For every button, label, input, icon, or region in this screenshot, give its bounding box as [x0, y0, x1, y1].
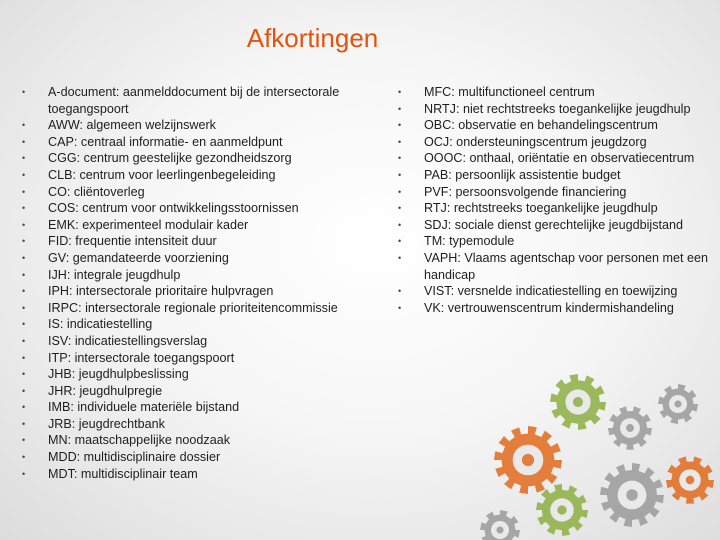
bullet-icon: • [22, 286, 26, 297]
list-item [22, 134, 367, 151]
list-item-text: ITP: intersectorale toegangspoort [48, 350, 235, 365]
gear-gray-large-icon [600, 463, 664, 527]
bullet-icon: • [22, 252, 26, 263]
bullet-icon: • [22, 203, 26, 214]
list-item [22, 283, 367, 300]
gear-green-bottom-icon [536, 484, 588, 536]
list-item-text: IJH: integrale jeugdhulp [48, 267, 181, 282]
list-item [22, 117, 367, 134]
list-item-text: A-document: aanmelddocument bij de intersectorale toegangspoort [48, 85, 340, 116]
list-item-text: VAPH: Vlaams agentschap voor personen met een handicap [424, 250, 708, 282]
bullet-icon: • [22, 120, 26, 131]
gear-gray-left-icon [480, 510, 520, 540]
bullet-icon: • [398, 286, 402, 297]
list-item-text: OOOC: onthaal, oriëntatie en observatiecentrum [424, 151, 695, 166]
list-item-text: EMK: experimenteel modulair kader [48, 217, 249, 232]
bullet-icon: • [398, 252, 402, 263]
list-item [22, 184, 367, 201]
bullet-icon: • [22, 236, 26, 247]
list-item-text: FID: frequentie intensiteit duur [48, 234, 217, 249]
list-item-text: CAP: centraal informatie- en aanmeldpunt [48, 134, 283, 149]
list-item [398, 233, 716, 250]
bullet-icon: • [398, 219, 402, 230]
list-item [22, 250, 367, 267]
bullet-icon: • [398, 103, 402, 114]
list-item [22, 217, 367, 234]
list-item [398, 167, 716, 184]
list-item [22, 350, 367, 367]
bullet-icon: • [398, 186, 402, 197]
bullet-icon: • [22, 402, 26, 413]
bullet-icon: • [398, 87, 402, 97]
list-item [398, 117, 716, 134]
list-item-text: MDD: multidisciplinaire dossier [48, 450, 221, 465]
list-item-text: PVF: persoonsvolgende financiering [424, 184, 627, 199]
bullet-icon: • [22, 435, 26, 446]
gear-gray-small-icon [658, 384, 698, 424]
list-item-text: CO: cliëntoverleg [48, 184, 145, 199]
gear-orange-icon [494, 426, 562, 494]
list-item [22, 84, 367, 117]
list-item-text: JHR: jeugdhulpregie [48, 383, 163, 398]
list-item-text: SDJ: sociale dienst gerechtelijke jeugdbijstand [424, 217, 684, 232]
bullet-icon: • [22, 169, 26, 180]
list-item-text: IMB: individuele materiële bijstand [48, 400, 240, 415]
list-item [398, 217, 716, 234]
bullet-icon: • [22, 219, 26, 230]
list-item-text: ISV: indicatiestellingsverslag [48, 333, 208, 348]
list-item [398, 184, 716, 201]
bullet-icon: • [398, 136, 402, 147]
list-item-text: GV: gemandateerde voorziening [48, 250, 229, 265]
list-item-text: MN: maatschappelijke noodzaak [48, 433, 231, 448]
list-item-text: IRPC: intersectorale regionale prioriteitencommissie [48, 300, 338, 315]
abbreviation-list-left [22, 84, 367, 482]
bullet-icon: • [22, 87, 26, 97]
bullet-icon: • [22, 385, 26, 396]
page-title: Afkortingen [246, 23, 379, 53]
list-item [398, 134, 716, 151]
bullet-icon: • [22, 153, 26, 164]
bullet-icon: • [22, 468, 26, 479]
list-item-text: JHB: jeugdhulpbeslissing [48, 367, 189, 382]
bullet-icon: • [22, 319, 26, 330]
bullet-icon: • [22, 136, 26, 147]
list-item-text: OCJ: ondersteuningscentrum jeugdzorg [424, 134, 647, 149]
bullet-icon: • [22, 302, 26, 313]
list-item [22, 267, 367, 284]
gears-icon [440, 340, 720, 540]
list-item-text: VIST: versnelde indicatiestelling en toewijzing [424, 284, 678, 299]
abbreviation-list-right [398, 84, 716, 316]
list-item [22, 416, 367, 433]
list-item-text: PAB: persoonlijk assistentie budget [424, 167, 621, 182]
list-item [398, 250, 716, 283]
list-item [22, 333, 367, 350]
list-item [22, 300, 367, 317]
list-item-text: JRB: jeugdrechtbank [48, 416, 165, 431]
list-item-text: MFC: multifunctioneel centrum [424, 85, 595, 99]
bullet-icon: • [398, 169, 402, 180]
list-item [22, 150, 367, 167]
list-item [22, 383, 367, 400]
list-item-text: VK: vertrouwenscentrum kindermishandeling [424, 300, 674, 315]
list-item-text: NRTJ: niet rechtstreeks toegankelijke jeugdhulp [424, 101, 691, 116]
bullet-icon: • [22, 418, 26, 429]
bullet-icon: • [398, 203, 402, 214]
list-item [22, 399, 367, 416]
list-item [22, 167, 367, 184]
list-item-text: IPH: intersectorale prioritaire hulpvragen [48, 284, 274, 299]
bullet-icon: • [22, 269, 26, 280]
bullet-icon: • [398, 302, 402, 313]
list-item [398, 300, 716, 317]
list-item [398, 150, 716, 167]
list-item [22, 432, 367, 449]
gear-gray-icon [608, 406, 652, 449]
list-item-text: COS: centrum voor ontwikkelingsstoornissen [48, 201, 299, 216]
gear-green-icon [550, 374, 606, 430]
list-item-text: OBC: observatie en behandelingscentrum [424, 118, 658, 133]
list-item [22, 366, 367, 383]
list-item-text: AWW: algemeen welzijnswerk [48, 118, 216, 133]
list-item-text: CGG: centrum geestelijke gezondheidszorg [48, 151, 292, 166]
bullet-icon: • [398, 120, 402, 131]
gear-orange-small-icon [666, 456, 714, 503]
list-item [22, 316, 367, 333]
list-item-text: TM: typemodule [424, 234, 515, 249]
list-item [398, 84, 716, 101]
list-item [398, 283, 716, 300]
bullet-icon: • [22, 186, 26, 197]
list-item-text: CLB: centrum voor leerlingenbegeleiding [48, 167, 276, 182]
bullet-icon: • [398, 236, 402, 247]
list-item [22, 200, 367, 217]
list-item [22, 466, 367, 483]
list-item [22, 449, 367, 466]
bullet-icon: • [398, 153, 402, 164]
list-item-text: MDT: multidisciplinair team [48, 466, 198, 481]
bullet-icon: • [22, 335, 26, 346]
bullet-icon: • [22, 352, 26, 363]
bullet-icon: • [22, 452, 26, 463]
list-item [22, 233, 367, 250]
list-item-text: RTJ: rechtstreeks toegankelijke jeugdhulp [424, 201, 658, 216]
bullet-icon: • [22, 369, 26, 380]
list-item-text: IS: indicatiestelling [48, 317, 153, 332]
list-item [398, 200, 716, 217]
list-item [398, 101, 716, 118]
